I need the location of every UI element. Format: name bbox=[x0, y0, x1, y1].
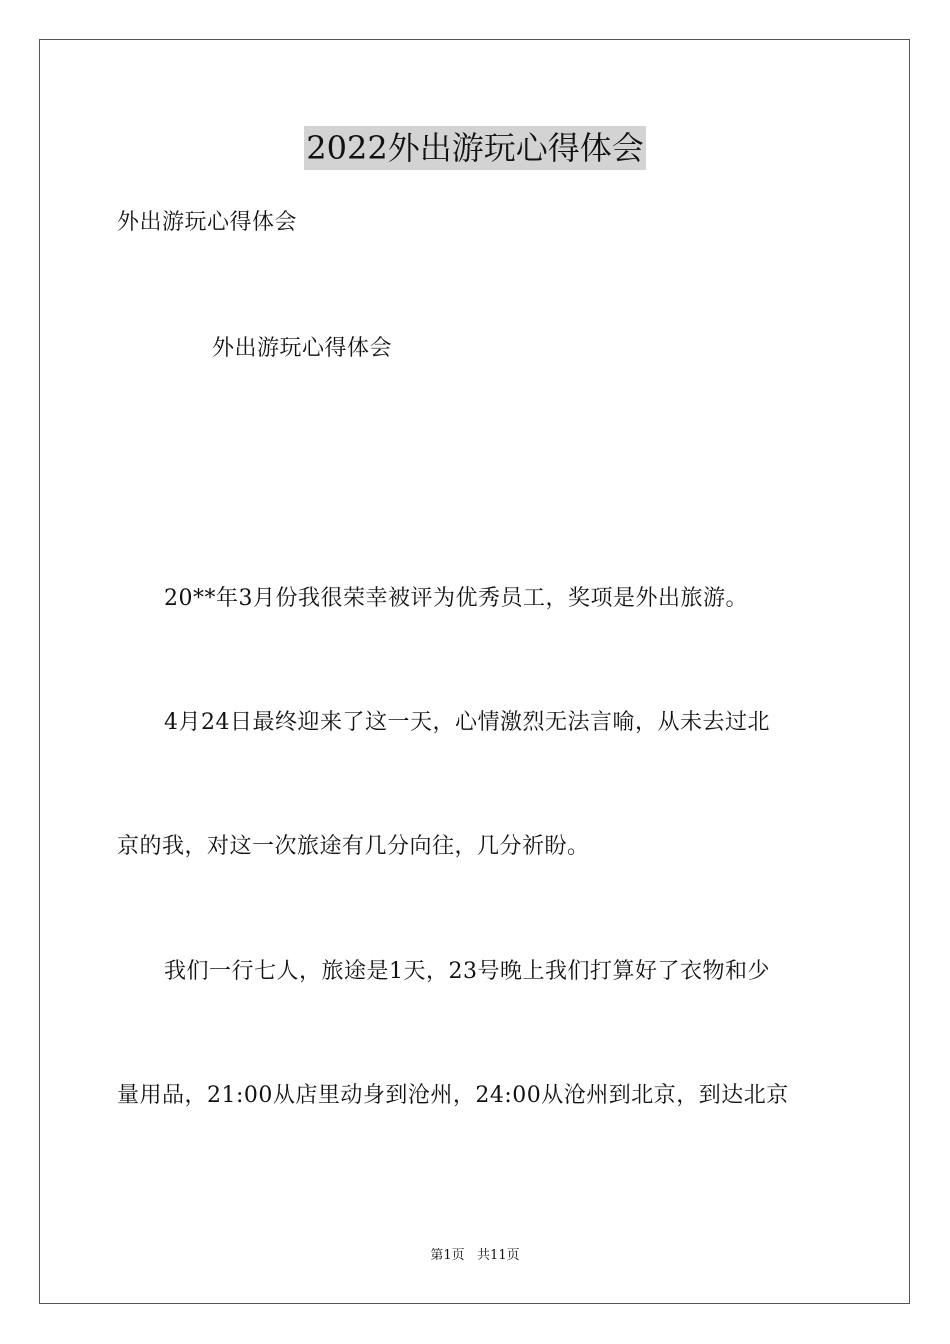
indented-heading: 外出游玩心得体会 bbox=[212, 336, 393, 361]
paragraph-line-5: 量用品，21:00从店里动身到沧州，24:00从沧州到北京，到达北京 bbox=[117, 1083, 789, 1108]
page-footer bbox=[0, 1247, 950, 1265]
document-subtitle: 外出游玩心得体会 bbox=[117, 210, 298, 235]
paragraph-line-4: 我们一行七人，旅途是1天，23号晚上我们打算好了衣物和少 bbox=[164, 959, 770, 984]
document-title-text: 2022外出游玩心得体会 bbox=[304, 126, 645, 170]
page-number: 第1页 共11页 bbox=[430, 1248, 520, 1263]
paragraph-line-1: 20**年3月份我很荣幸被评为优秀员工，奖项是外出旅游。 bbox=[164, 586, 748, 611]
document-title bbox=[0, 126, 950, 170]
paragraph-line-2: 4月24日最终迎来了这一天，心情激烈无法言喻，从未去过北 bbox=[164, 710, 770, 735]
paragraph-line-3: 京的我，对这一次旅途有几分向往，几分祈盼。 bbox=[117, 834, 590, 859]
